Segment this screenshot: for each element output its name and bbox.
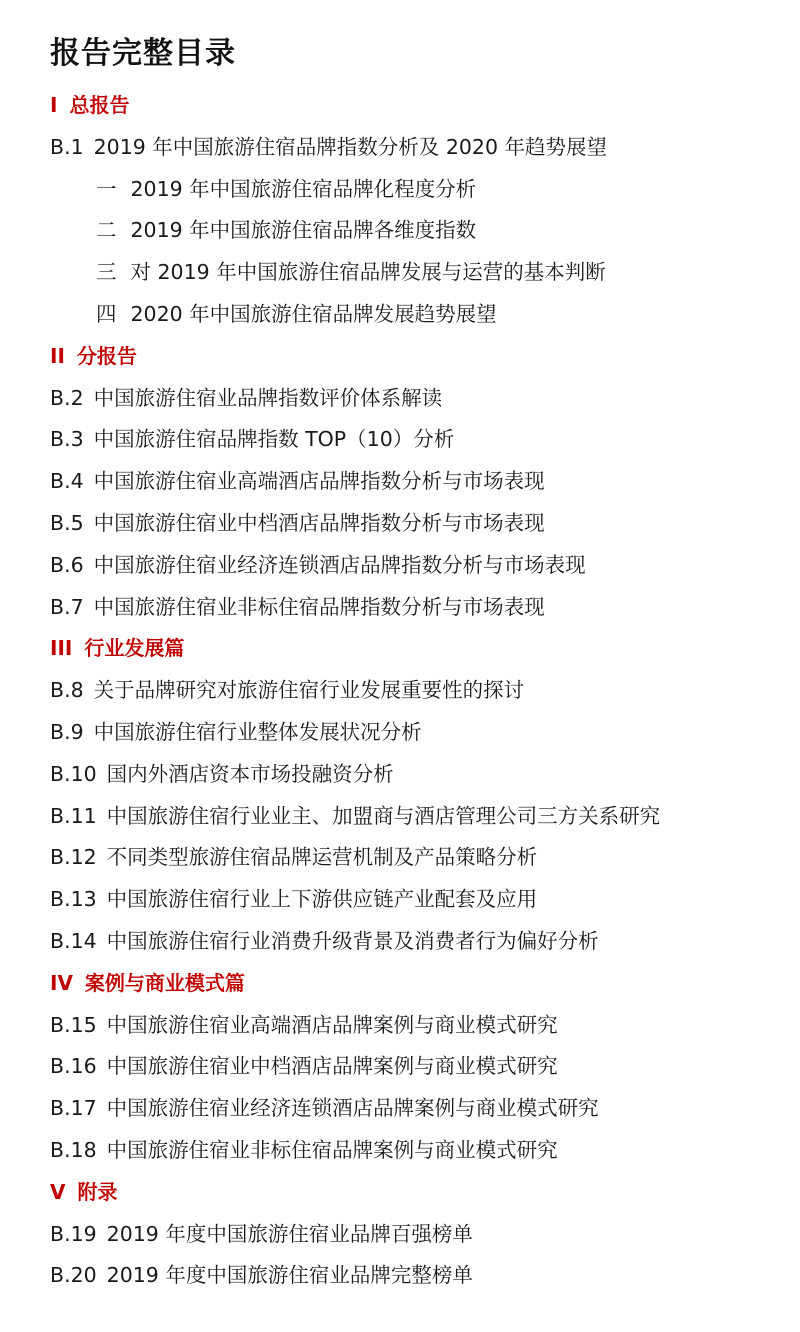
entry-code: B.5 xyxy=(50,511,84,535)
entry-code: B.7 xyxy=(50,594,84,619)
entry-title: 2019 年中国旅游住宿品牌指数分析及 2020 年趋势展望 xyxy=(93,134,608,159)
toc-entry xyxy=(50,418,454,460)
toc-section-heading xyxy=(50,627,184,669)
entry-title: 中国旅游住宿业中档酒店品牌案例与商业模式研究 xyxy=(106,1054,558,1079)
toc-entry xyxy=(50,126,607,168)
entry-code: B.3 xyxy=(50,427,84,452)
toc-entry xyxy=(50,377,442,419)
entry-title: 中国旅游住宿品牌指数 TOP（10）分析 xyxy=(93,427,455,452)
page-title: 报告完整目录 xyxy=(50,36,236,71)
entry-code: B.4 xyxy=(50,469,84,494)
entry-code: B.9 xyxy=(50,720,84,744)
toc-section-heading xyxy=(50,962,245,1004)
entry-title: 中国旅游住宿业经济连锁酒店品牌案例与商业模式研究 xyxy=(106,1096,599,1121)
section-title: 总报告 xyxy=(69,93,130,117)
entry-title: 关于品牌研究对旅游住宿行业发展重要性的探讨 xyxy=(93,678,525,703)
toc-entry xyxy=(50,711,422,753)
section-number: I xyxy=(50,93,58,117)
toc-subentry xyxy=(96,293,497,335)
entry-title: 中国旅游住宿业品牌指数评价体系解读 xyxy=(93,385,443,410)
toc-entry xyxy=(50,1004,558,1046)
entry-title: 中国旅游住宿业高端酒店品牌案例与商业模式研究 xyxy=(106,1012,558,1037)
entry-code: B.16 xyxy=(50,1054,97,1079)
toc-entry xyxy=(50,1045,558,1087)
entry-code: B.14 xyxy=(50,929,97,953)
entry-code: B.11 xyxy=(50,803,97,828)
entry-code: 一 xyxy=(96,176,117,201)
section-number: IV xyxy=(50,970,73,995)
toc-subentry xyxy=(96,168,476,210)
entry-title: 中国旅游住宿业非标住宿品牌指数分析与市场表现 xyxy=(93,594,545,619)
section-title: 分报告 xyxy=(76,343,137,368)
toc-entry xyxy=(50,669,524,711)
toc-entry xyxy=(50,544,586,586)
entry-code: B.19 xyxy=(50,1221,97,1246)
toc-entry xyxy=(50,1087,599,1129)
entry-title: 2019 年中国旅游住宿品牌化程度分析 xyxy=(130,176,477,201)
entry-code: 二 xyxy=(96,218,117,243)
entry-code: B.12 xyxy=(50,845,97,870)
section-number: III xyxy=(50,636,73,661)
entry-title: 中国旅游住宿行业消费升级背景及消费者行为偏好分析 xyxy=(106,929,599,953)
entry-code: B.20 xyxy=(50,1263,97,1288)
toc-entry xyxy=(50,586,545,628)
toc-entry xyxy=(50,878,537,920)
toc-entry xyxy=(50,920,599,962)
toc-entry xyxy=(50,753,394,795)
entry-code: 四 xyxy=(96,302,117,326)
section-title: 附录 xyxy=(77,1179,118,1204)
entry-title: 中国旅游住宿行业整体发展状况分析 xyxy=(93,720,422,744)
entry-code: B.2 xyxy=(50,385,84,410)
entry-title: 对 2019 年中国旅游住宿品牌发展与运营的基本判断 xyxy=(130,260,606,285)
section-title: 案例与商业模式篇 xyxy=(84,970,245,995)
toc-entry xyxy=(50,836,537,878)
entry-code: B.15 xyxy=(50,1012,97,1037)
section-number: II xyxy=(50,343,65,368)
entry-title: 中国旅游住宿业中档酒店品牌指数分析与市场表现 xyxy=(93,511,545,535)
toc-section-heading xyxy=(50,335,137,377)
toc-subentry xyxy=(96,251,606,293)
entry-title: 中国旅游住宿行业业主、加盟商与酒店管理公司三方关系研究 xyxy=(106,803,661,828)
entry-code: B.1 xyxy=(50,134,84,159)
toc-subentry xyxy=(96,209,476,251)
toc-section-heading xyxy=(50,84,129,126)
entry-code: B.10 xyxy=(50,761,97,786)
entry-title: 中国旅游住宿业高端酒店品牌指数分析与市场表现 xyxy=(93,469,545,494)
entry-title: 中国旅游住宿业经济连锁酒店品牌指数分析与市场表现 xyxy=(93,552,586,577)
toc-entry xyxy=(50,502,545,544)
section-number: V xyxy=(50,1179,66,1204)
entry-title: 不同类型旅游住宿品牌运营机制及产品策略分析 xyxy=(106,845,538,870)
entry-title: 2019 年度中国旅游住宿业品牌完整榜单 xyxy=(106,1263,473,1288)
entry-title: 中国旅游住宿行业上下游供应链产业配套及应用 xyxy=(106,887,538,912)
toc-entry xyxy=(50,460,545,502)
entry-code: B.17 xyxy=(50,1096,97,1121)
entry-code: 三 xyxy=(96,260,117,285)
entry-title: 2020 年中国旅游住宿品牌发展趋势展望 xyxy=(130,302,497,326)
toc-entry xyxy=(50,795,660,837)
entry-title: 2019 年度中国旅游住宿业品牌百强榜单 xyxy=(106,1221,473,1246)
entry-code: B.18 xyxy=(50,1138,97,1162)
toc-entry xyxy=(50,1254,473,1296)
section-title: 行业发展篇 xyxy=(84,636,185,661)
entry-title: 2019 年中国旅游住宿品牌各维度指数 xyxy=(130,218,477,243)
entry-title: 中国旅游住宿业非标住宿品牌案例与商业模式研究 xyxy=(106,1138,558,1162)
entry-title: 国内外酒店资本市场投融资分析 xyxy=(106,761,394,786)
toc-section-heading xyxy=(50,1171,117,1213)
toc-entry xyxy=(50,1213,473,1255)
entry-code: B.6 xyxy=(50,552,84,577)
toc-entry xyxy=(50,1129,558,1171)
entry-code: B.8 xyxy=(50,678,84,703)
entry-code: B.13 xyxy=(50,887,97,912)
